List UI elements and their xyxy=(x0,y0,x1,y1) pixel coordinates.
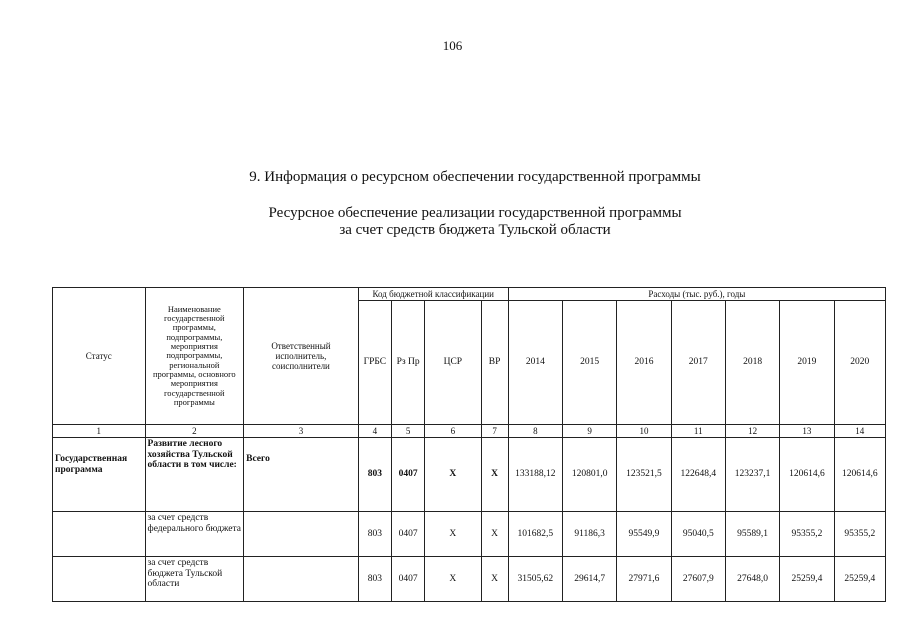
row-status: Государственная программа xyxy=(53,438,146,512)
column-number: 5 xyxy=(391,425,424,438)
header-rzpr: Рз Пр xyxy=(391,301,424,425)
column-number: 3 xyxy=(244,425,359,438)
row-grbs: 803 xyxy=(358,438,391,512)
row-value: 95355,2 xyxy=(834,512,885,557)
resource-table xyxy=(52,287,886,602)
header-row-groups xyxy=(53,288,886,301)
table-row xyxy=(53,438,886,512)
row-value: 95549,9 xyxy=(617,512,671,557)
header-expenses: Расходы (тыс. руб.), годы xyxy=(508,288,885,301)
row-value: 123521,5 xyxy=(617,438,671,512)
header-name: Наименование государственной программы, подпрограммы, мероприятия подпрограммы, региональной программы, основного мероприятия государственной программы xyxy=(145,288,244,425)
row-value: 91186,3 xyxy=(562,512,616,557)
row-value: 120614,6 xyxy=(780,438,834,512)
header-year: 2015 xyxy=(562,301,616,425)
row-status xyxy=(53,557,146,602)
row-value: 27607,9 xyxy=(671,557,725,602)
row-value: 120801,0 xyxy=(562,438,616,512)
row-grbs: 803 xyxy=(358,512,391,557)
table-row xyxy=(53,512,886,557)
row-executor xyxy=(244,557,359,602)
row-name: за счет средств федерального бюджета xyxy=(145,512,244,557)
row-executor: Всего xyxy=(244,438,359,512)
column-number: 13 xyxy=(780,425,834,438)
row-name: за счет средств бюджета Тульской области xyxy=(145,557,244,602)
column-number: 14 xyxy=(834,425,885,438)
column-number: 12 xyxy=(725,425,779,438)
row-value: 101682,5 xyxy=(508,512,562,557)
column-number: 9 xyxy=(562,425,616,438)
row-value: 123237,1 xyxy=(725,438,779,512)
column-number: 6 xyxy=(425,425,481,438)
table-title-line-1: Ресурсное обеспечение реализации государственной программы xyxy=(268,205,682,221)
header-budget-code: Код бюджетной классификации xyxy=(358,288,508,301)
header-year: 2020 xyxy=(834,301,885,425)
header-year: 2017 xyxy=(671,301,725,425)
row-value: 120614,6 xyxy=(834,438,885,512)
row-value: 25259,4 xyxy=(780,557,834,602)
column-number: 7 xyxy=(481,425,508,438)
row-rzpr: 0407 xyxy=(391,512,424,557)
row-csr: Х xyxy=(425,438,481,512)
header-csr: ЦСР xyxy=(425,301,481,425)
row-status xyxy=(53,512,146,557)
header-grbs: ГРБС xyxy=(358,301,391,425)
row-csr: Х xyxy=(425,557,481,602)
row-grbs: 803 xyxy=(358,557,391,602)
header-year: 2019 xyxy=(780,301,834,425)
header-year: 2018 xyxy=(725,301,779,425)
header-status: Статус xyxy=(53,288,146,425)
row-vr: Х xyxy=(481,557,508,602)
row-value: 27648,0 xyxy=(725,557,779,602)
column-number: 11 xyxy=(671,425,725,438)
row-value: 122648,4 xyxy=(671,438,725,512)
row-csr: Х xyxy=(425,512,481,557)
row-value: 133188,12 xyxy=(508,438,562,512)
row-rzpr: 0407 xyxy=(391,438,424,512)
row-value: 31505,62 xyxy=(508,557,562,602)
header-year: 2014 xyxy=(508,301,562,425)
column-number: 2 xyxy=(145,425,244,438)
row-value: 95040,5 xyxy=(671,512,725,557)
row-vr: Х xyxy=(481,512,508,557)
column-number: 8 xyxy=(508,425,562,438)
row-value: 95355,2 xyxy=(780,512,834,557)
table-title-line-2: за счет средств бюджета Тульской области xyxy=(339,222,611,238)
row-value: 25259,4 xyxy=(834,557,885,602)
column-number: 1 xyxy=(53,425,146,438)
column-number: 10 xyxy=(617,425,671,438)
page-number: 106 xyxy=(442,38,463,53)
header-executor: Ответственный исполнитель, соисполнители xyxy=(244,288,359,425)
column-number-row xyxy=(53,425,886,438)
row-executor xyxy=(244,512,359,557)
row-value: 29614,7 xyxy=(562,557,616,602)
section-heading: 9. Информация о ресурсном обеспечении государственной программы xyxy=(249,169,701,185)
header-year: 2016 xyxy=(617,301,671,425)
row-value: 95589,1 xyxy=(725,512,779,557)
row-vr: Х xyxy=(481,438,508,512)
row-rzpr: 0407 xyxy=(391,557,424,602)
column-number: 4 xyxy=(358,425,391,438)
header-vr: ВР xyxy=(481,301,508,425)
row-name: Развитие лесного хозяйства Тульской области в том числе: xyxy=(145,438,244,512)
row-value: 27971,6 xyxy=(617,557,671,602)
table-row xyxy=(53,557,886,602)
